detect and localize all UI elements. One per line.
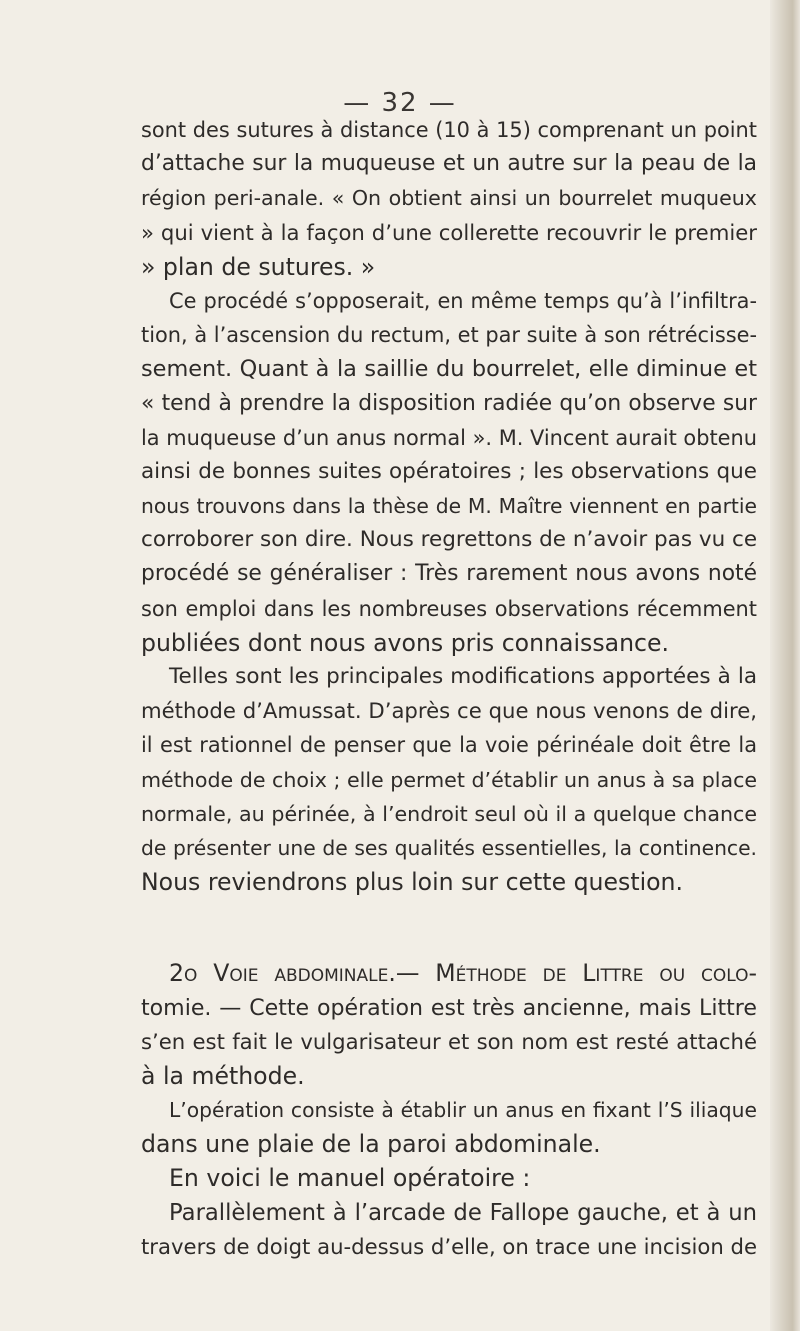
text-line: Telles sont les principales modifications apportées à la (169, 664, 757, 689)
text-line: » qui vient à la façon d’une collerette recouvrir le premier (141, 219, 757, 245)
text-line: » plan de sutures. » (141, 252, 376, 281)
text-line: méthode de choix ; elle permet d’établir un anus à sa place (141, 767, 758, 792)
text-line: son emploi dans les nombreuses observations récemment (141, 596, 757, 621)
page-edge-shadow (770, 0, 800, 1331)
page-number: — 32 — (343, 88, 457, 118)
text-line: procédé se généraliser : Très rarement nous avons noté (141, 561, 757, 587)
text-line: sont des sutures à distance (10 à 15) comprenant un point (141, 118, 757, 142)
text-line: ainsi de bonnes suites opératoires ; les observations que (141, 458, 757, 484)
text-line: il est rationnel de penser que la voie périnéale doit être la (141, 733, 757, 758)
body-text (141, 113, 757, 1264)
text-line: méthode d’Amussat. D’après ce que nous venons de dire, (141, 698, 757, 724)
text-line: nous trouvons dans la thèse de M. Maître viennent en partie (141, 494, 757, 519)
text-line: corroborer son dire. Nous regrettons de n’avoir pas vu ce (141, 527, 758, 553)
text-line: En voici le manuel opératoire : (169, 1164, 531, 1193)
text-line: région peri-anale. « On obtient ainsi un bourrelet muqueux (141, 186, 757, 211)
text-line: normale, au périnée, à l’endroit seul où il a quelque chance (141, 801, 757, 826)
text-line: « tend à prendre la disposition radiée qu’on observe sur (141, 390, 757, 416)
text-line: à la méthode. (141, 1061, 305, 1090)
text-line: Ce procédé s’opposerait, en même temps qu’à l’infiltra- (169, 288, 757, 313)
text-line: de présenter une de ses qualités essentielles, la continence. (141, 835, 757, 860)
text-line: tion, à l’ascension du rectum, et par suite à son rétrécisse- (141, 323, 757, 348)
text-line: d’attache sur la muqueuse et un autre sur la peau de la (141, 151, 757, 177)
text-line: la muqueuse d’un anus normal ». M. Vincent aurait obtenu (141, 425, 757, 450)
text-line: L’opération consiste à établir un anus en fixant l’S iliaque (169, 1098, 757, 1123)
text-line: s’en est fait le vulgarisateur et son nom est resté attaché (141, 1028, 757, 1054)
text-line: publiées dont nous avons pris connaissance. (141, 628, 670, 657)
text-line: travers de doigt au-dessus d’elle, on trace une incision de (141, 1233, 757, 1259)
text-line: Nous reviendrons plus loin sur cette question. (141, 868, 684, 897)
section-heading-line: 2o Voie abdominale.— Méthode de Littre ou colo- (169, 959, 757, 988)
text-line: sement. Quant à la saillie du bourrelet, elle diminue et (141, 356, 757, 383)
text-line: dans une plaie de la paroi abdominale. (141, 1130, 601, 1159)
text-line: Parallèlement à l’arcade de Fallope gauche, et à un (169, 1199, 757, 1226)
section-gap (141, 899, 757, 956)
text-line: tomie. — Cette opération est très ancienne, mais Littre (141, 994, 757, 1021)
